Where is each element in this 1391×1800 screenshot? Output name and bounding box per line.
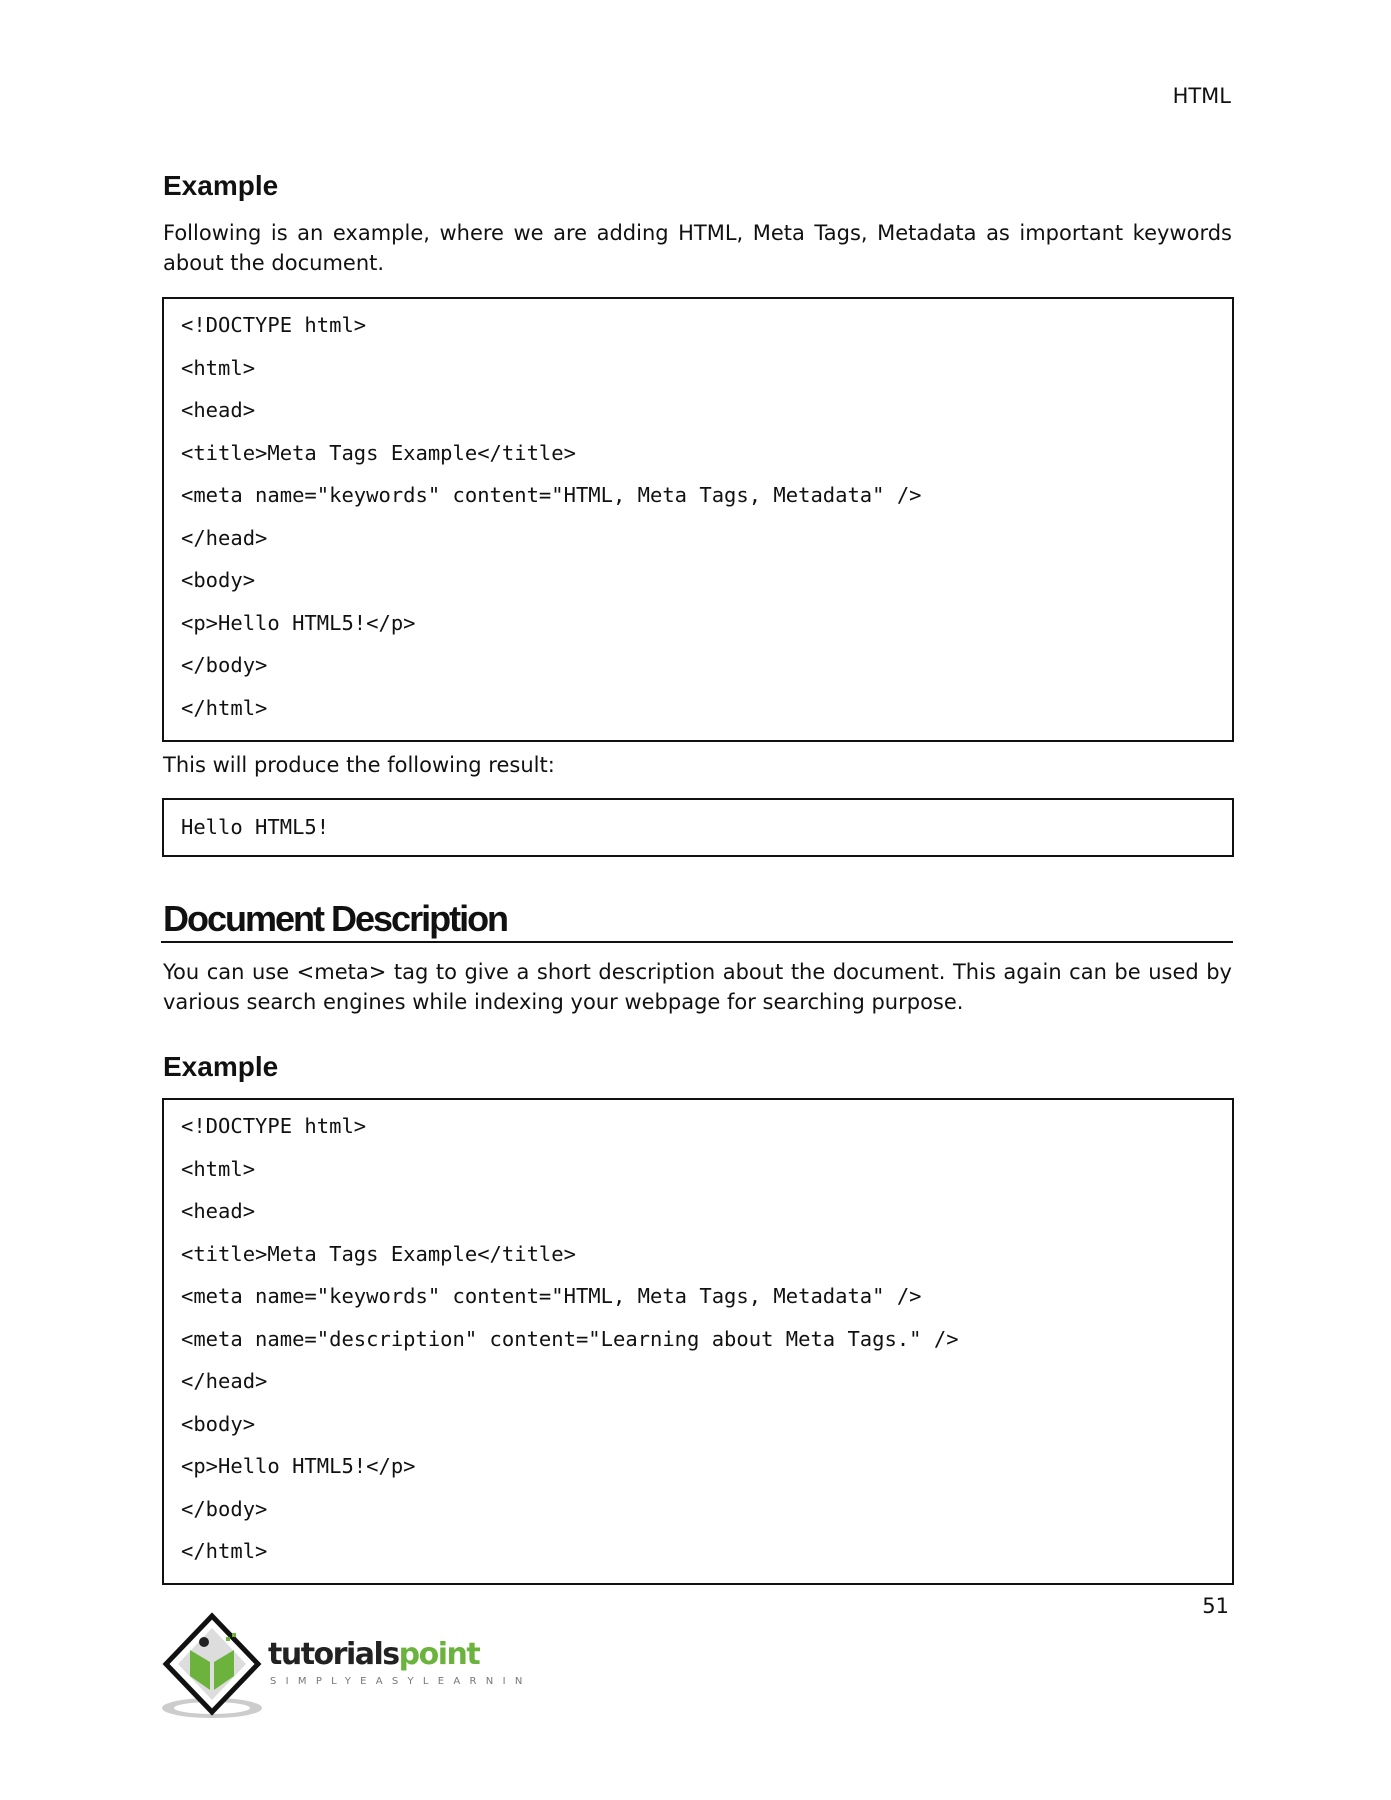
example-intro: Following is an example, where we are adding HTML, Meta Tags, Metadata as important keywords about the document.	[163, 221, 1232, 275]
code-line: </head>	[181, 1369, 268, 1393]
code-line: <html>	[181, 355, 256, 380]
code-line: <meta name="keywords" content="HTML, Meta Tags, Metadata" />	[181, 1284, 922, 1308]
code-line: <!DOCTYPE html>	[181, 313, 367, 337]
result-intro: This will produce the following result:	[163, 753, 555, 777]
logo-emblem-icon	[160, 1612, 530, 1724]
code-line: </head>	[181, 525, 268, 550]
running-header: HTML	[1172, 84, 1231, 108]
svg-text:SIMPLYEASYLEARNING: SIMPLYEASYLEARNING	[270, 1676, 530, 1687]
code-line: <title>Meta Tags Example</title>	[181, 1241, 576, 1266]
result-text: Hello HTML5!	[181, 815, 330, 839]
code-line: <p>Hello HTML5!</p>	[181, 610, 416, 635]
code-line: <head>	[181, 1199, 256, 1223]
example-heading-2: Example	[163, 1051, 279, 1082]
example-heading: Example	[163, 170, 279, 201]
description-text: You can use <meta> tag to give a short description about the document. This again can be used by various search engines while indexing your webpage for searching purpose.	[163, 960, 1232, 1014]
code-line: <title>Meta Tags Example</title>	[181, 440, 576, 465]
code-line: <meta name="description" content="Learning about Meta Tags." />	[181, 1326, 959, 1351]
code-block-1	[162, 297, 1234, 742]
code-line: <html>	[181, 1156, 256, 1181]
section-heading: Document Description	[163, 898, 508, 939]
result-box	[162, 798, 1234, 857]
code-line: <!DOCTYPE html>	[181, 1114, 367, 1138]
code-line: </html>	[181, 695, 268, 720]
code-block-2	[162, 1098, 1234, 1585]
code-line: <head>	[181, 398, 256, 422]
code-line: <body>	[181, 1411, 256, 1436]
code-line: </body>	[181, 1496, 268, 1521]
code-line: <p>Hello HTML5!</p>	[181, 1454, 416, 1478]
code-line: <meta name="keywords" content="HTML, Meta Tags, Metadata" />	[181, 483, 922, 507]
tutorialspoint-logo	[160, 1612, 530, 1724]
page-number: 51	[1202, 1594, 1229, 1618]
svg-text:tutorialspoint: tutorialspoint	[268, 1637, 480, 1672]
code-line: </html>	[181, 1539, 268, 1563]
code-line: <body>	[181, 568, 256, 592]
code-line: </body>	[181, 653, 268, 677]
heading-underline	[161, 941, 1233, 943]
